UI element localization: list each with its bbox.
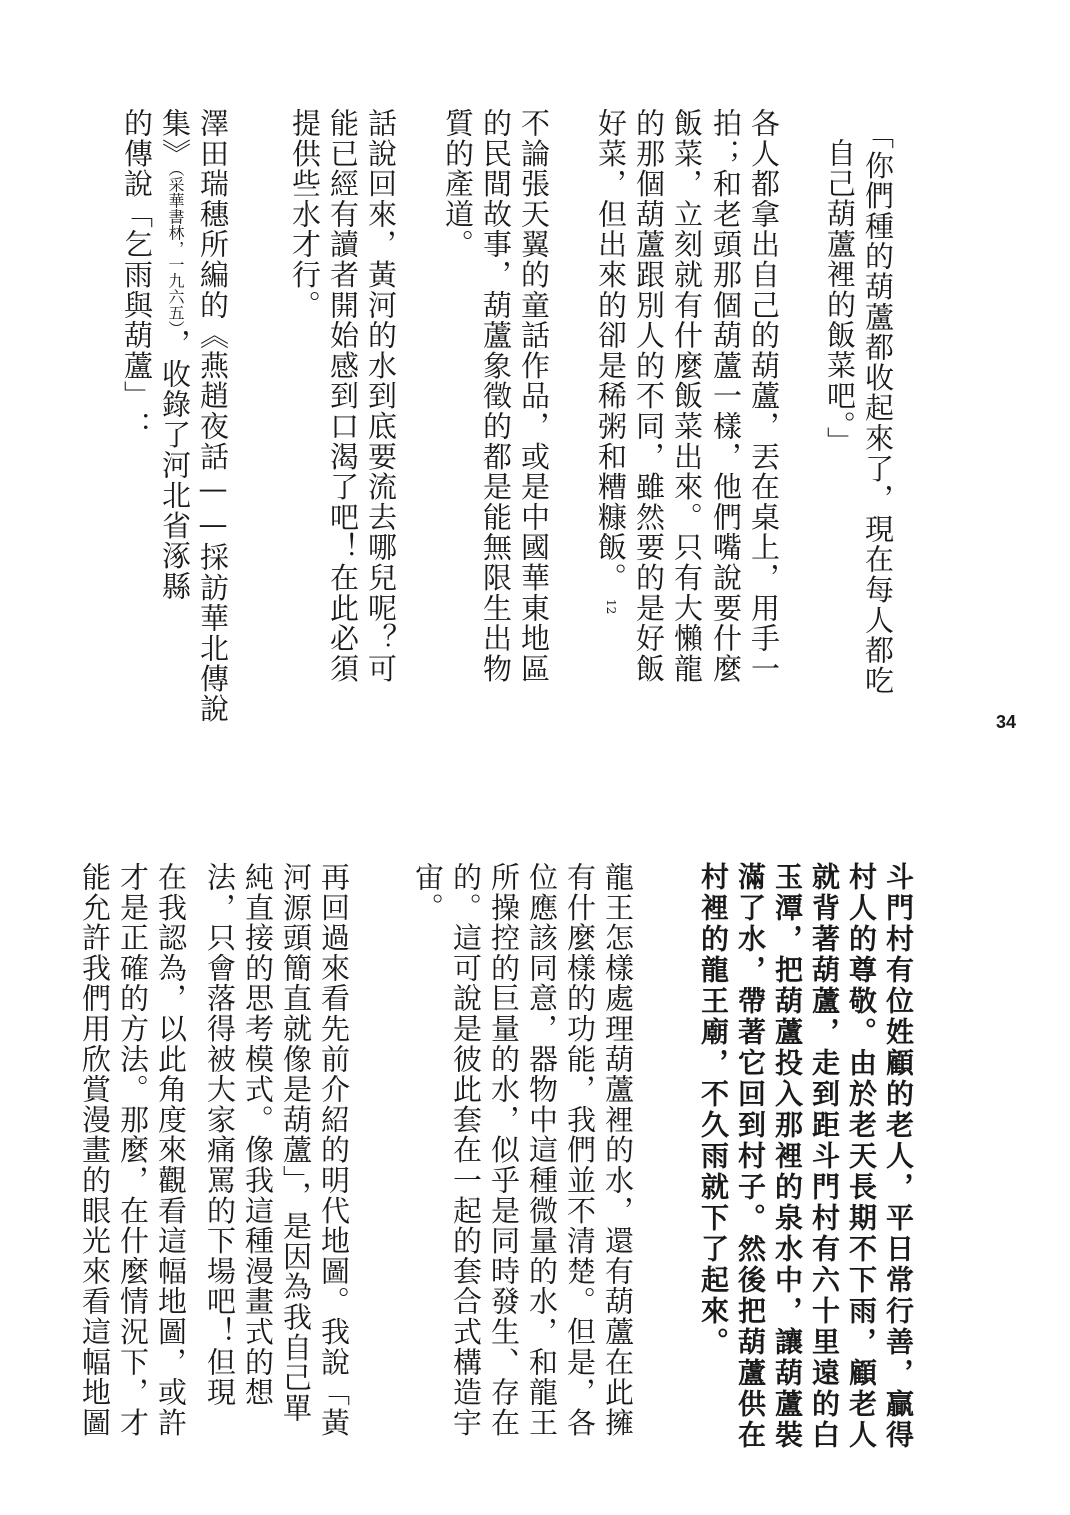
text-line: 的。這可說是彼此套在一起的套合式構造宇 [449,862,483,1438]
text-line: 飯菜，立刻就有什麼飯菜出來。只有大懶龍 [670,108,704,684]
text-line: 有什麼樣的功能，我們並不清楚。但是，各 [563,862,597,1438]
text-line: 法，只會落得被大家痛罵的下場吧！但現 [203,862,237,1408]
text-line: 再回過來看先前介紹的明代地圖。我說「黃 [317,862,351,1438]
text-line [157,108,193,601]
page-number: 34 [996,712,1017,732]
text-line: 澤田瑞穗所編的《燕趙夜話——採訪華北傳說 [196,108,230,724]
text-line: 提供些水才行。 [288,108,322,321]
text-line: 的民間故事，葫蘆象徵的都是能無限生出物 [479,108,513,684]
text-line-part: ，收錄了河北省涿縣 [158,328,192,602]
quote-line: 自己葫蘆裡的飯菜吧。」 [823,138,857,457]
quote-line: 斗門村有位姓顧的老人，平日常行善，贏得 [882,862,915,1451]
citation-note: （采華書林，一九六五） [166,168,185,329]
text-line: 才是正確的方法。那麼，在什麼情況下，才 [116,862,150,1438]
quote-line: 村人的尊敬。由於老天長期不下雨，顧老人 [845,862,878,1451]
text-line: 純直接的思考模式。像我這種漫畫式的想 [241,862,275,1408]
text-line-part: 集》 [158,108,192,169]
quote-line: 玉潭，把葫蘆投入那裡的泉水中，讓葫蘆裝 [771,862,804,1451]
footnote-ref: 12 [604,598,618,615]
text-line: 所操控的巨量的水，似乎是同時發生、存在 [487,862,521,1438]
text-line: 位應該同意，器物中這種微量的水，和龍王 [525,862,559,1438]
text-line: 拍；和老頭那個葫蘆一樣，他們嘴說要什麼 [709,108,743,684]
text-line: 質的產道。 [441,108,475,260]
text-line: 能允許我們用欣賞漫畫的眼光來看這幅地圖 [78,862,112,1438]
text-line: 河源頭簡直就像是葫蘆」，是因為我自己單 [279,862,313,1424]
text-line: 話說回來，黃河的水到底要流去哪兒呢？可 [364,108,398,684]
text-line: 在我認為，以此角度來觀看這幅地圖，或許 [154,862,188,1438]
quote-line: 村裡的龍王廟，不久雨就下了起來。 [697,862,730,1358]
text-line: 龍王怎樣處理葫蘆裡的水，還有葫蘆在此擁 [601,862,635,1438]
text-line-body: 好菜，但出來的卻是稀粥和糟糠飯。 [594,108,628,593]
text-line: 宙。 [411,862,445,923]
text-line [593,108,629,614]
quote-line: 就背著葫蘆，走到距斗門村有六十里遠的白 [808,862,841,1451]
text-line: 的傳說「乞雨與葫蘆」： [120,108,154,442]
quote-line: 「你們種的葫蘆都收起來了，現在每人都吃 [861,120,895,696]
text-line: 不論張天翼的童話作品，或是中國華東地區 [517,108,551,684]
text-line: 各人都拿出自己的葫蘆，丟在桌上，用手一 [747,108,781,684]
text-line: 能已經有讀者開始感到口渴了吧！在此必須 [326,108,360,684]
text-line: 的那個葫蘆跟別人的不同，雖然要的是好飯 [632,108,666,684]
quote-line: 滿了水，帶著它回到村子。然後把葫蘆供在 [734,862,767,1451]
